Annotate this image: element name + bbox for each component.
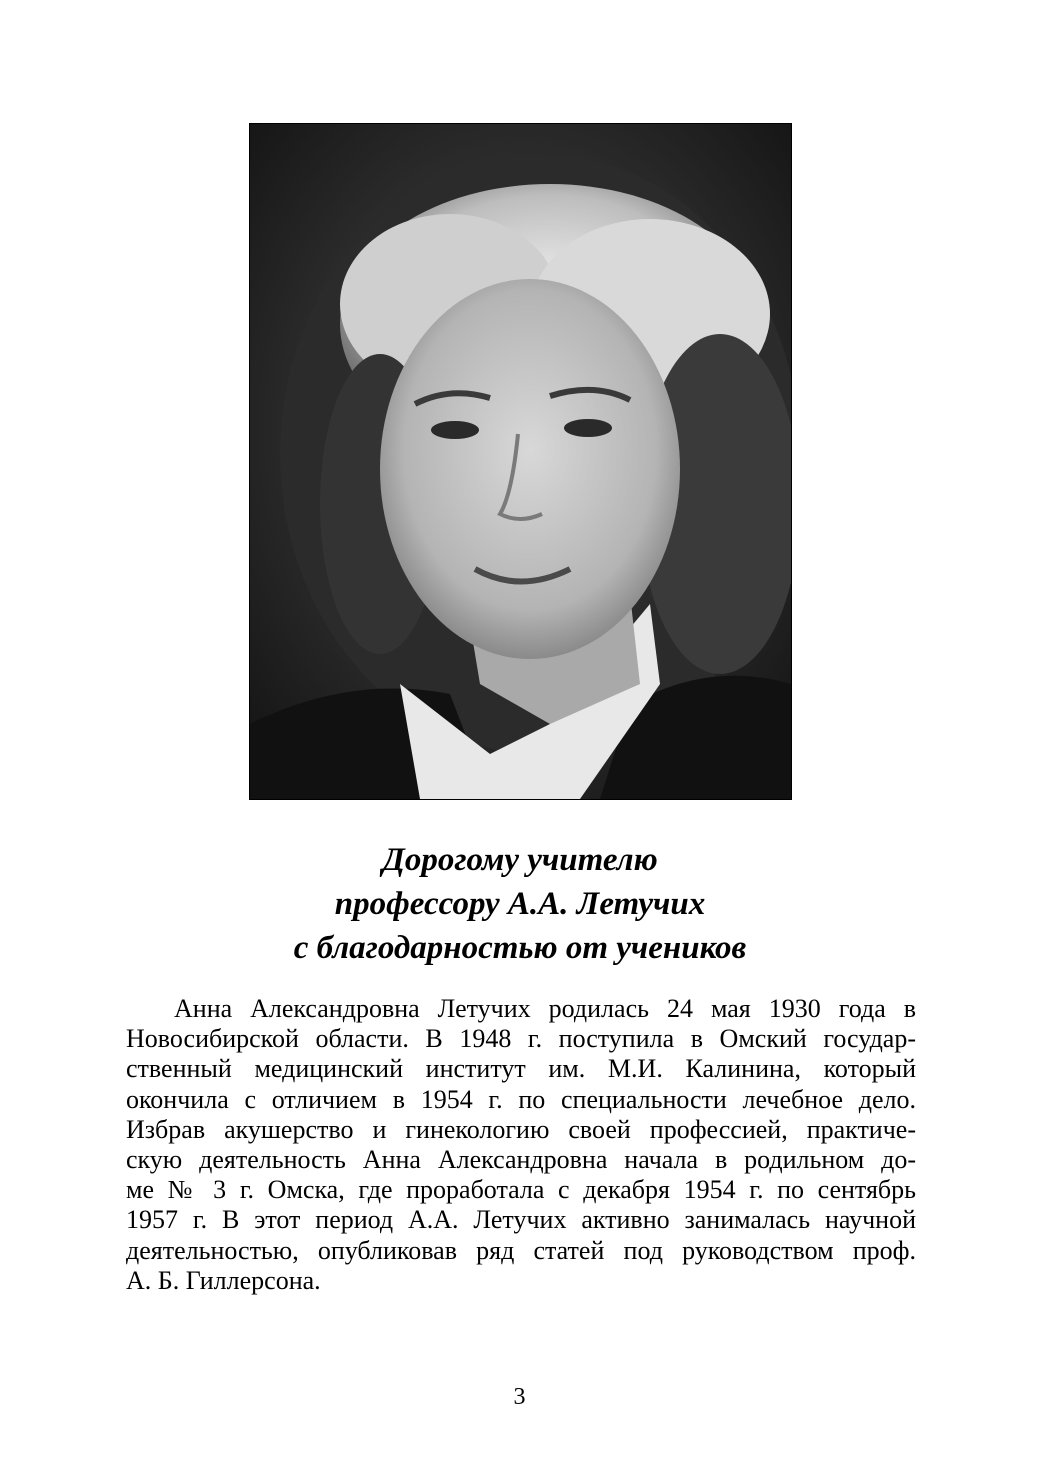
bio-line: ственный медицинский институт им. М.И. Калинина, который [126, 1054, 916, 1084]
bio-line: скую деятельность Анна Александровна начала в родильном до- [126, 1144, 916, 1174]
dedication-line-2: профессору А.А. Летучих [334, 886, 706, 922]
dedication-line-1: Дорогому учителю [382, 842, 658, 878]
bio-line: А. Б. Гиллерсона. [126, 1265, 321, 1295]
bio-line: окончила с отличием в 1954 г. по специальности лечебное дело. [126, 1084, 916, 1114]
bio-line: Избрав акушерство и гинекологию своей профессией, практиче- [126, 1114, 916, 1144]
bio-line: Анна Александровна Летучих родилась 24 мая 1930 года в [174, 994, 916, 1023]
dedication-line-3: с благодарностью от учеников [293, 930, 747, 966]
portrait-photo [249, 123, 792, 800]
bio-line: ме № 3 г. Омска, где проработала с декабря 1954 г. по сентябрь [126, 1175, 916, 1205]
dedication-heading [120, 838, 920, 970]
page-number: 3 [513, 1384, 526, 1410]
bio-line: 1957 г. В этот период А.А. Летучих активно занималась научной [126, 1205, 916, 1235]
bio-line: Новосибирской области. В 1948 г. поступила в Омский государ- [126, 1024, 916, 1054]
portrait-illustration [250, 124, 791, 799]
biography-paragraph [126, 994, 916, 1296]
bio-line: деятельностью, опубликовав ряд статей под руководством проф. [126, 1235, 916, 1265]
